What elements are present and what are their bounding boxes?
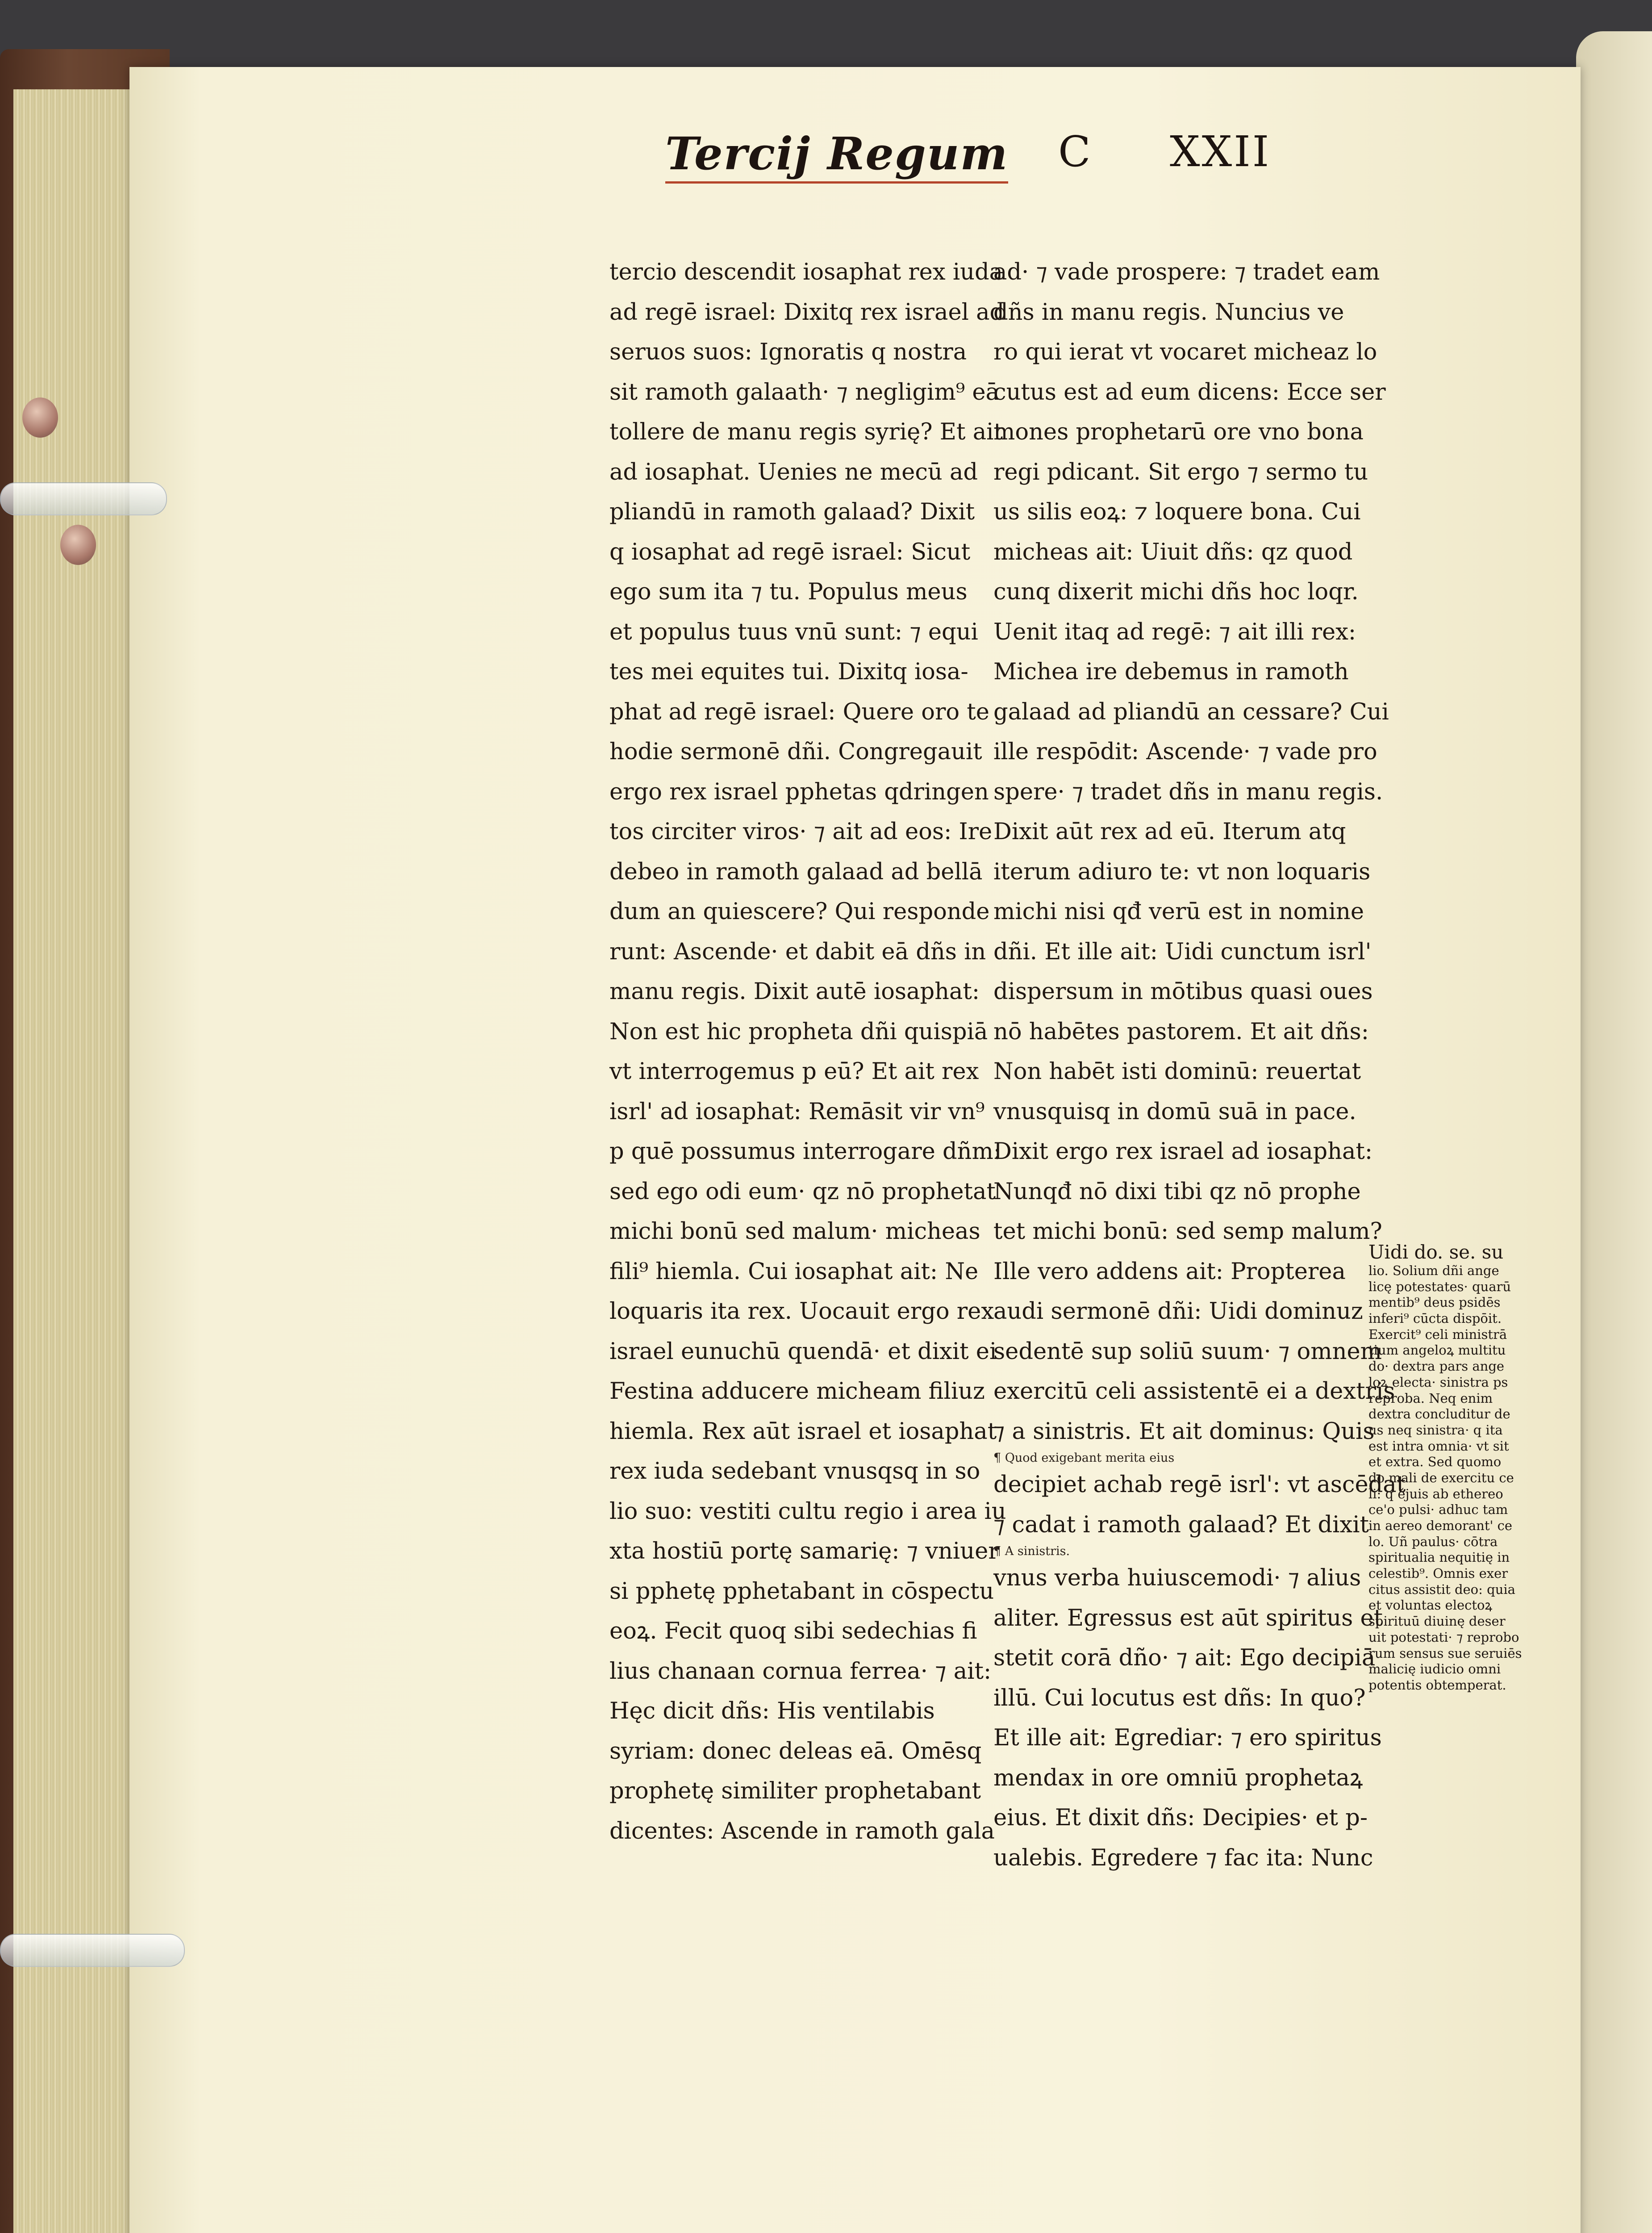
- text-line: iterum adiuro te: vt non loquaris: [993, 858, 1371, 885]
- text-line: Hęc dicit dñs: His ventilabis: [609, 1698, 935, 1724]
- gloss-line: li: q ějuis ab ethereo: [1368, 1486, 1503, 1501]
- text-line: mones prophetarū ore vno bona: [993, 419, 1364, 445]
- interlinear-gloss: ¶ A sinistris.: [993, 1544, 1070, 1558]
- gloss-line: et extra. Sed quomo: [1368, 1454, 1502, 1470]
- text-line: exercitū celi assistentē ei a dextris: [993, 1378, 1395, 1405]
- gloss-line: spirituū diuinę deser: [1368, 1614, 1506, 1629]
- text-line: tos circiter viros· ⁊ ait ad eos: Ire: [609, 819, 993, 845]
- gloss-line: spiritualia nequitię in: [1368, 1550, 1510, 1565]
- text-column-right: [993, 252, 1406, 1878]
- text-line: Ille vero addens ait: Propterea: [993, 1258, 1346, 1285]
- text-line: audi sermonē dñi: Uidi dominuz: [993, 1298, 1363, 1325]
- text-line: eius. Et dixit dñs: Decipies· et p-: [993, 1805, 1368, 1831]
- gloss-line: uit potestati· ⁊ reprobo: [1368, 1629, 1519, 1645]
- text-line: vnusquisq in domū suā in pace.: [993, 1098, 1356, 1125]
- gloss-line: mentib⁹ deus psidēs: [1368, 1295, 1501, 1310]
- gloss-line: reproba. Neq enim: [1368, 1390, 1493, 1406]
- running-title: Tercij Regum: [665, 127, 1009, 180]
- text-line: stetit corā dño· ⁊ ait: Ego decipiā: [993, 1645, 1376, 1671]
- text-line: Et ille ait: Egrediar: ⁊ ero spiritus: [993, 1725, 1382, 1751]
- text-line: ergo rex israel pphetas qdringen: [609, 778, 989, 805]
- gloss-line: inferi⁹ cūcta dispōit.: [1368, 1311, 1502, 1326]
- gloss-line: loꝝ electa· sinistra ps: [1368, 1374, 1508, 1390]
- text-line: Dixit ergo rex israel ad iosaphat:: [993, 1138, 1373, 1165]
- text-line: tes mei equites tui. Dixitq iosa-: [609, 659, 968, 685]
- text-line: Nunqđ nō dixi tibi qz nō prophe: [993, 1178, 1361, 1205]
- text-line: runt: Ascende· et dabit eā dñs in: [609, 938, 986, 965]
- text-line: cutus est ad eum dicens: Ecce ser: [993, 379, 1386, 406]
- text-line: dicentes: Ascende in ramoth gala: [609, 1818, 995, 1844]
- text-line: Dixit aūt rex ad eū. Iterum atq: [993, 819, 1346, 845]
- gloss-line: ce'o pulsi· adhuc tam: [1368, 1502, 1508, 1518]
- text-line: rex iuda sedebant vnusqsq in so: [609, 1458, 980, 1484]
- text-line: loquaris ita rex. Uocauit ergo rex: [609, 1298, 994, 1325]
- bookmark-bead-lower: [60, 525, 96, 565]
- text-line: q iosaphat ad regē israel: Sicut: [609, 539, 971, 565]
- text-line: michi nisi qđ verū est in nomine: [993, 899, 1364, 925]
- text-line: galaad ad pliandū an cessare? Cui: [993, 698, 1389, 725]
- text-line: us silis eoꝝ: ⁊ loquere bona. Cui: [993, 499, 1361, 525]
- text-line: ille respōdit: Ascende· ⁊ vade pro: [993, 739, 1377, 765]
- text-line: sedentē sup soliū suum· ⁊ omnem: [993, 1338, 1382, 1365]
- gloss-line: us neq sinistra· q ita: [1368, 1422, 1503, 1438]
- folio-number: XXII: [1170, 127, 1271, 176]
- text-line: Non est hic propheta dñi quispiā: [609, 1018, 988, 1045]
- gloss-line: celestib⁹. Omnis exer: [1368, 1566, 1508, 1581]
- gloss-line: do· dextra pars ange: [1368, 1359, 1505, 1374]
- text-line: sit ramoth galaath· ⁊ negligim⁹ eā: [609, 379, 999, 406]
- gloss-line: potentis obtemperat.: [1368, 1677, 1506, 1693]
- text-line: manu regis. Dixit autē iosaphat:: [609, 979, 980, 1005]
- text-line: decipiet achab regē isrl': vt ascēdat: [993, 1472, 1406, 1498]
- text-line: hiemla. Rex aūt israel et iosaphat: [609, 1418, 997, 1445]
- bookmark-bead-top: [22, 397, 58, 438]
- text-line: prophetę similiter prophetabant: [609, 1778, 981, 1804]
- page-clip-bottom: [0, 1934, 185, 1967]
- text-line: isrl' ad iosaphat: Remāsit vir vn⁹: [609, 1098, 985, 1125]
- text-line: michi bonū sed malum· micheas: [609, 1218, 980, 1245]
- text-line: tet michi bonū: sed semp malum?: [993, 1218, 1382, 1245]
- gloss-line: et voluntas electoꝝ: [1368, 1597, 1493, 1613]
- text-line: eoꝝ. Fecit quoq sibi sedechias fi: [609, 1618, 977, 1644]
- text-line: dñs in manu regis. Nuncius ve: [993, 299, 1344, 326]
- text-line: seruos suos: Ignoratis q nostra: [609, 339, 967, 365]
- text-line: vnus verba huiuscemodi· ⁊ alius: [993, 1565, 1361, 1591]
- gloss-line: malicię iudicio omni: [1368, 1661, 1501, 1677]
- text-line: ⁊ cadat i ramoth galaad? Et dixit: [993, 1511, 1369, 1538]
- page-header: [661, 127, 1286, 185]
- text-line: sed ego odi eum· qz nō prophetat: [609, 1178, 996, 1205]
- text-line: debeo in ramoth galaad ad bellā: [609, 858, 983, 885]
- text-column-left: [609, 252, 1006, 1851]
- text-line: vt interrogemus p eū? Et ait rex: [609, 1058, 979, 1085]
- text-line: aliter. Egressus est aūt spiritus et: [993, 1605, 1383, 1631]
- page-clip-top: [0, 482, 167, 515]
- text-line: phat ad regē israel: Quere oro te: [609, 698, 989, 725]
- text-line: syriam: donec deleas eā. Omēsq: [609, 1738, 982, 1765]
- text-line: lio suo: vestiti cultu regio i area iu: [609, 1498, 1006, 1525]
- text-line: hodie sermonē dñi. Congregauit: [609, 739, 982, 765]
- gloss-line: rum sensus sue seruiēs: [1368, 1645, 1522, 1661]
- text-line: ro qui ierat vt vocaret micheaz lo: [993, 339, 1377, 365]
- margin-gloss: [1368, 1241, 1522, 1694]
- text-line: dispersum in mōtibus quasi oues: [993, 979, 1373, 1005]
- text-line: xta hostiū portę samarię: ⁊ vniuer: [609, 1538, 999, 1564]
- text-line: regi pdicant. Sit ergo ⁊ sermo tu: [993, 459, 1368, 485]
- text-line: fili⁹ hiemla. Cui iosaphat ait: Ne: [609, 1258, 979, 1285]
- text-line: ego sum ita ⁊ tu. Populus meus: [609, 579, 968, 605]
- text-line: ualebis. Egredere ⁊ fac ita: Nunc: [993, 1844, 1373, 1871]
- facing-page-edge: [1576, 31, 1652, 2233]
- chapter-letter: C: [1058, 127, 1091, 176]
- gloss-line: lio. Solium dñi ange: [1368, 1263, 1499, 1278]
- text-line: dñi. Et ille ait: Uidi cunctum isrl': [993, 938, 1372, 965]
- text-line: cunq dixerit michi dñs hoc loqr.: [993, 579, 1359, 605]
- interlinear-gloss: ¶ Quod exigebant merita eius: [993, 1451, 1175, 1465]
- text-line: tercio descendit iosaphat rex iuda: [609, 259, 1003, 285]
- gloss-line: Exercit⁹ celi ministrā: [1368, 1326, 1507, 1342]
- gloss-line: est intra omnia· vt sit: [1368, 1438, 1509, 1454]
- text-line: si pphetę pphetabant in cōspectu: [609, 1578, 994, 1605]
- gloss-line: do mali de exercitu ce: [1368, 1470, 1514, 1485]
- text-line: p quē possumus interrogare dñm:: [609, 1138, 1001, 1165]
- text-line: dum an quiescere? Qui responde: [609, 899, 990, 925]
- gloss-line: licę potestates· quarū: [1368, 1279, 1511, 1294]
- text-line: pliandū in ramoth galaad? Dixit: [609, 499, 975, 525]
- gloss-line: tium angeloꝝ multitu: [1368, 1342, 1506, 1358]
- text-line: micheas ait: Uiuit dñs: qz quod: [993, 539, 1353, 565]
- text-line: Michea ire debemus in ramoth: [993, 659, 1349, 685]
- gloss-line: in aereo demorant' ce: [1368, 1518, 1513, 1533]
- gloss-line: dextra concluditur de: [1368, 1406, 1510, 1422]
- text-line: israel eunuchū quendā· et dixit ei: [609, 1338, 997, 1365]
- text-line: lius chanaan cornua ferrea· ⁊ ait:: [609, 1658, 992, 1685]
- text-line: Uenit itaq ad regē: ⁊ ait illi rex:: [993, 619, 1356, 645]
- text-line: illū. Cui locutus est dñs: In quo?: [993, 1685, 1366, 1711]
- gloss-line: lo. Uñ paulus· cōtra: [1368, 1534, 1498, 1549]
- text-line: Festina adducere micheam filiuz: [609, 1378, 985, 1405]
- text-line: nō habētes pastorem. Et ait dñs:: [993, 1018, 1369, 1045]
- text-line: mendax in ore omniū prophetaꝝ: [993, 1765, 1363, 1791]
- text-line: Non habēt isti dominū: reuertat: [993, 1058, 1361, 1085]
- text-line: tollere de manu regis syrię? Et ait: [609, 419, 1003, 445]
- gloss-line: Uidi do. se. su: [1368, 1241, 1504, 1263]
- text-line: ad iosaphat. Uenies ne mecū ad: [609, 459, 978, 485]
- text-line: et populus tuus vnū sunt: ⁊ equi: [609, 619, 978, 645]
- text-line: ⁊ a sinistris. Et ait dominus: Quis: [993, 1418, 1375, 1445]
- gloss-line: citus assistit deo: quia: [1368, 1581, 1515, 1597]
- text-line: ad regē israel: Dixitq rex israel ad: [609, 299, 1005, 326]
- text-line: ad· ⁊ vade prospere: ⁊ tradet eam: [993, 259, 1380, 285]
- text-line: spere· ⁊ tradet dñs in manu regis.: [993, 778, 1383, 805]
